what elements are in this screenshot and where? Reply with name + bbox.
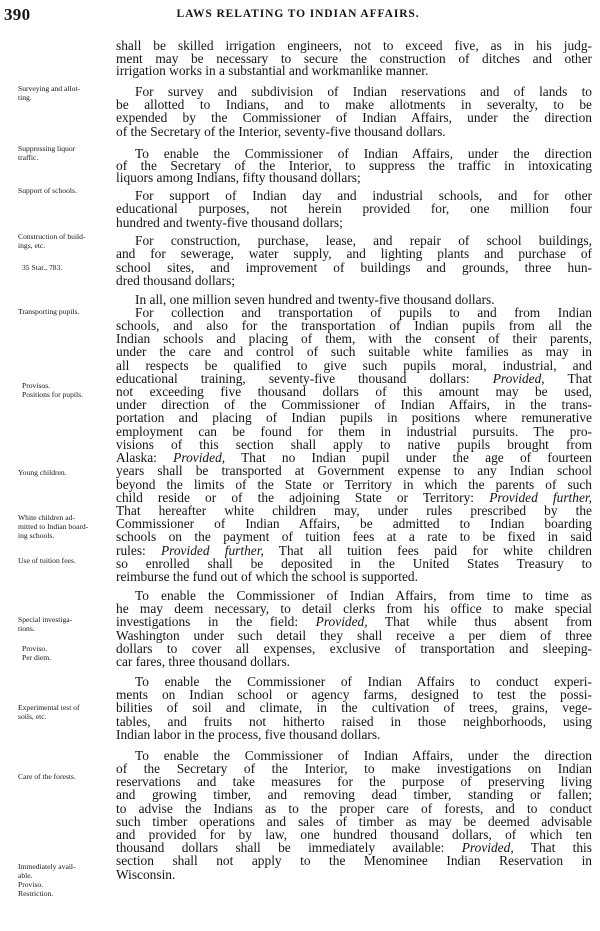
body-line	[116, 170, 592, 185]
line-segment: portation and placing of Indian pupils in positions where remunerative	[116, 410, 592, 425]
margin-note-line: 35 Stat., 783.	[22, 263, 63, 272]
body-line	[116, 569, 592, 584]
line-segment: That this	[513, 840, 592, 855]
body-line	[116, 867, 592, 882]
line-segment: In all, one million seven hundred and twenty-five thousand dollars.	[135, 292, 495, 307]
line-segment: schools, and also for the transportation of Indian pupils from all the	[116, 318, 592, 333]
margin-note-line: Per diem.	[22, 653, 52, 662]
margin-note-line: Proviso.	[18, 880, 44, 889]
line-segment: reimburse the fund out of which the school is supported.	[116, 569, 418, 584]
body-line	[116, 410, 592, 425]
line-segment: That while thus absent from	[367, 614, 592, 629]
margin-note-line: traffic.	[18, 153, 39, 162]
line-segment: all respects be qualified to give such pupils moral, industrial, and	[116, 358, 592, 373]
line-segment: educational training, seventy-five thousand dollars:	[116, 371, 493, 386]
line-segment: dred thousand dollars;	[116, 273, 236, 288]
body-line	[116, 124, 592, 139]
line-segment: hundred and twenty-five thousand dollars;	[116, 215, 343, 230]
margin-note-line: Support of schools.	[18, 186, 77, 195]
margin-note	[18, 556, 114, 565]
line-segment: To enable the Commissioner of Indian Affairs, from time to time as	[135, 588, 592, 603]
margin-note	[18, 186, 114, 195]
line-segment: reservations and take measures for the purpose of preserving living	[116, 774, 592, 789]
line-segment: tables, and fruits not hitherto raised in those neighborhoods, using	[116, 714, 592, 729]
margin-note	[18, 703, 114, 721]
margin-note-line: able.	[18, 871, 33, 880]
line-segment: school sites, and improvement of buildings and grounds, three hun-	[116, 260, 592, 275]
line-segment: car fares, three thousand dollars.	[116, 654, 291, 669]
line-segment: and provided for by law, one hundred thousand dollars, of which ten	[116, 827, 592, 842]
line-segment: For survey and subdivision of Indian reservations and of lands to	[135, 84, 592, 99]
italic-proviso: Provided,	[315, 614, 368, 629]
line-segment: of the Secretary of the Interior, to suppress the traffic in intoxicating	[116, 158, 592, 173]
body-line	[116, 614, 592, 629]
margin-note	[18, 615, 114, 633]
page-number: 390	[4, 5, 31, 24]
italic-proviso: Provided,	[492, 371, 545, 386]
margin-note	[22, 263, 118, 272]
margin-note	[22, 644, 118, 662]
margin-note	[18, 862, 114, 898]
margin-note-line: tions.	[18, 624, 35, 633]
line-segment: irrigation works in a substantial and workmanlike manner.	[116, 63, 429, 78]
line-segment: bilities of soil and climate, in the cultivation of trees, grains, vege-	[116, 700, 592, 715]
body-line	[116, 63, 592, 78]
running-head: LAWS RELATING TO INDIAN AFFAIRS.	[176, 8, 420, 20]
body-line	[116, 787, 592, 802]
line-segment: of the Secretary of the Interior, seventy-five thousand dollars.	[116, 124, 446, 139]
line-segment: Indian labor in the process, five thousand dollars.	[116, 727, 381, 742]
line-segment: under the care and control of such suitable white families as may in	[116, 344, 592, 359]
margin-note	[18, 307, 114, 316]
margin-note	[18, 513, 114, 540]
line-segment: investigations in the field:	[116, 614, 316, 629]
body-line	[116, 110, 592, 125]
line-segment: expended by the Commissioner of Indian Affairs, under the direction	[116, 110, 592, 125]
margin-note-line: ing schools.	[18, 531, 55, 540]
line-segment: To enable the Commissioner of Indian Affairs to conduct experi-	[135, 674, 592, 689]
line-segment: ments on Indian school or agency farms, designed to test the possi-	[116, 687, 592, 702]
line-segment: Washington under such detail they shall receive a per diem of three	[116, 628, 592, 643]
margin-note-line: ings, etc.	[18, 241, 46, 250]
line-segment: so enrolled shall be deposited in the United States Treasury to	[116, 556, 592, 571]
line-segment: thousand dollars shall be immediately available:	[116, 840, 462, 855]
line-segment: ment may be necessary to secure the construction of ditches and other	[116, 51, 592, 66]
margin-note-line: Care of the forests.	[18, 772, 76, 781]
margin-note-line: soils, etc.	[18, 712, 47, 721]
margin-note	[22, 381, 118, 399]
margin-notes	[0, 0, 112, 931]
body-line	[116, 215, 592, 230]
body-line	[116, 273, 592, 288]
body-line	[116, 853, 592, 868]
margin-note-line: Suppressing liquor	[18, 144, 76, 153]
margin-note-line: Experimental test of	[18, 703, 80, 712]
line-segment: educational purposes, not herein provided for, one million four	[116, 201, 592, 216]
line-segment: of the Secretary of the Interior, to make investigations on Indian	[116, 761, 592, 776]
line-segment: That all tuition fees paid for white children	[263, 543, 592, 558]
line-segment: To enable the Commissioner of Indian Affairs, under the direction	[135, 748, 592, 763]
line-segment: That no Indian pupil under the age of fourteen	[225, 450, 592, 465]
body-line	[116, 727, 592, 742]
italic-proviso: Provided,	[173, 450, 226, 465]
body-line	[116, 529, 592, 544]
line-segment: Indian schools and placing of them, with the consent of their parents,	[116, 331, 592, 346]
margin-note-line: Immediately avail-	[18, 862, 76, 871]
line-segment: visions of this section shall apply to native pupils brought from	[116, 437, 592, 452]
line-segment: That	[544, 371, 592, 386]
line-segment: section shall not apply to the Menominee Indian Reservation in	[116, 853, 592, 868]
italic-proviso: Provided further,	[489, 490, 592, 505]
margin-note-line: mitted to Indian board-	[18, 522, 89, 531]
margin-note-line: Transporting pupils.	[18, 307, 80, 316]
italic-proviso: Provided,	[461, 840, 514, 855]
line-segment: under direction of the Commissioner of Indian Affairs, in the trans-	[116, 397, 592, 412]
line-segment: To enable the Commissioner of Indian Affairs, under the direction	[135, 146, 592, 161]
margin-note-line: Surveying and allot-	[18, 84, 81, 93]
margin-note-line: ting.	[18, 93, 32, 102]
margin-note-line: Restriction.	[18, 889, 54, 898]
italic-proviso: Provided further,	[160, 543, 264, 558]
line-segment: dollars to cover all expenses, exclusive of transportation and sleeping-	[116, 641, 592, 656]
margin-note-line: Special investiga-	[18, 615, 73, 624]
line-segment: rules:	[116, 543, 161, 558]
line-segment: be allotted to Indians, and to make allotments in severalty, to be	[116, 97, 592, 112]
line-segment: schools on the payment of tuition fees at a rate to be fixed in said	[116, 529, 592, 544]
line-segment: beyond the limits of the State or Territory in which the parents of such	[116, 477, 592, 492]
line-segment: to advise the Indians as to the proper care of forests, and to conduct	[116, 801, 592, 816]
line-segment: For construction, purchase, lease, and repair of school buildings,	[135, 233, 592, 248]
margin-note-line: Proviso.	[22, 644, 48, 653]
line-segment: For collection and transportation of pupils to and from Indian	[135, 305, 592, 320]
margin-note	[18, 144, 114, 162]
margin-note	[18, 84, 114, 102]
body-line	[116, 201, 592, 216]
margin-note-line: Provisos.	[22, 381, 51, 390]
line-segment: he may deem necessary, to detail clerks from his office to make special	[116, 601, 592, 616]
margin-note	[18, 772, 114, 781]
margin-note	[18, 468, 114, 477]
body-line	[116, 463, 592, 478]
line-segment: and for sewerage, water supply, and lighting plants and purchase of	[116, 246, 592, 261]
margin-note-line: White children ad-	[18, 513, 75, 522]
line-segment: employment can be found for them in industrial pursuits. The pro-	[116, 424, 592, 439]
line-segment: shall be skilled irrigation engineers, not to exceed five, as in his judg-	[116, 38, 592, 53]
body-line	[116, 344, 592, 359]
margin-note-line: Use of tuition fees.	[18, 556, 76, 565]
line-segment: years shall be transported at Government expense to any Indian school	[116, 463, 592, 478]
body-line	[116, 654, 592, 669]
line-segment: That hereafter white children may, under rules prescribed by the	[116, 503, 592, 518]
body-line	[116, 700, 592, 715]
line-segment: and growing timber, and removing dead timber, standing or fallen;	[116, 787, 592, 802]
line-segment: such timber operations and sales of timber as may be deemed advisable	[116, 814, 592, 829]
line-segment: Alaska:	[116, 450, 174, 465]
line-segment: Wisconsin.	[116, 867, 176, 882]
margin-note-line: Young children.	[18, 468, 67, 477]
margin-note-line: Construction of build-	[18, 232, 86, 241]
margin-note	[18, 232, 114, 250]
line-segment: For support of Indian day and industrial schools, and for other	[135, 188, 592, 203]
margin-note-line: Positions for pupils.	[22, 390, 83, 399]
body-line	[116, 246, 592, 261]
line-segment: child reside or of the adjoining State or Territory:	[116, 490, 490, 505]
line-segment: not exceeding five thousand dollars of this amount may be used,	[116, 384, 592, 399]
line-segment: liquors among Indians, fifty thousand dollars;	[116, 170, 361, 185]
line-segment: Commissioner of Indian Affairs, be admitted to Indian boarding	[116, 516, 592, 531]
